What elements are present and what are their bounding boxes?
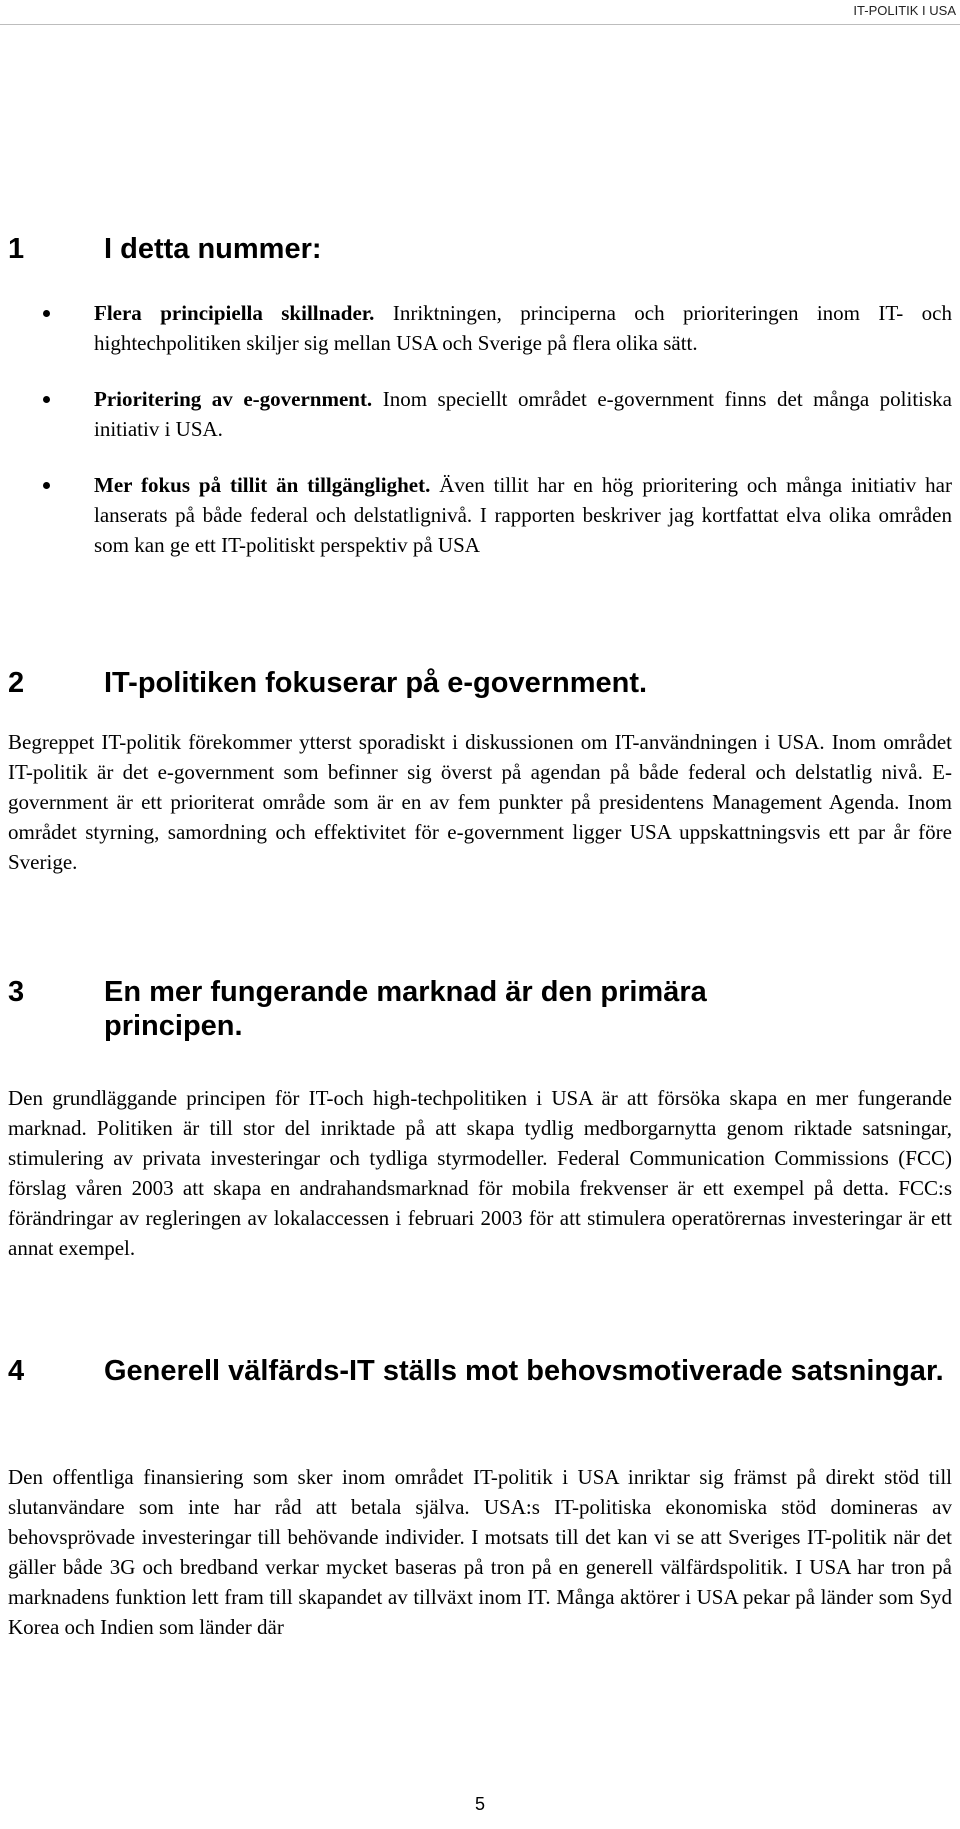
section-2-number: 2 [8,667,25,699]
section-4-heading [8,1354,948,1388]
bullet-text: Inriktningen, principerna och prioriteringen inom IT- och hightechpolitiken skiljer sig mellan USA och Sverige på flera olika sätt. [94,301,952,355]
running-header [0,0,960,25]
section-4-body: Den offentliga finansiering som sker inom området IT-politik i USA inriktar sig främst på direkt stöd till slutanvändare som inte har råd att betala själva. USA:s IT-politiska ekonomiska stöd domineras av behovsprövade investeringar till behövande individer. I motsats till det kan vi se att Sveriges IT-politik när det gäller både 3G och bredband verkar mycket baseras på tron på en generell välfärdspolitik. I USA har tron på marknadens funktion lett fram till skapandet av tillväxt inom IT. Många aktörer i USA pekar på länder som Syd Korea och Indien som länder där [8,1465,952,1639]
bullet-item [40,470,952,560]
bullet-icon [43,396,50,403]
section-1-number: 1 [8,233,25,265]
section-3-title: En mer fungerande marknad är den primära principen. [104,976,707,1042]
section-4-number: 4 [8,1355,25,1387]
section-2-body: Begreppet IT-politik förekommer ytterst sporadiskt i diskussionen om IT-användningen i USA. Inom området IT-politik är det e-government som befinner sig överst på agendan på både federal och delstatlig nivå. E-government är ett prioriterat område som är en av fem punkter på presidentens Management Agenda. Inom området styrning, samordning och effektivitet för e-government ligger USA uppskattningsvis ett par år före Sverige. [8,730,952,874]
section-4-title: Generell välfärds-IT ställs mot behovsmotiverade satsningar. [104,1355,944,1387]
bullet-item [40,298,952,358]
section-1-title: I detta nummer: [104,233,322,265]
section-3-number: 3 [8,976,25,1008]
bullet-text: Inom speciellt området e-government finns det många politiska initiativ i USA. [94,387,952,441]
bullet-lead: Prioritering av e-government. [94,387,373,411]
section-2-heading [8,666,948,700]
page-number: 5 [474,1794,485,1814]
bullet-lead: Flera principiella skillnader. [94,301,375,325]
section-1-heading [8,232,948,266]
issue-bullet-list [40,298,952,560]
bullet-text: Även tillit har en hög prioritering och många initiativ har lanserats på både federal och delstatlignivå. I rapporten beskriver jag kortfattat elva olika områden som kan ge ett IT-politiskt perspektiv på USA [94,473,952,557]
bullet-item [40,384,952,444]
section-3-heading [8,975,828,1043]
bullet-icon [43,482,50,489]
section-2-title: IT-politiken fokuserar på e-government. [104,667,648,699]
running-header-title: IT-POLITIK I USA [853,3,956,18]
section-3-body: Den grundläggande principen för IT-och high-techpolitiken i USA är att försöka skapa en mer fungerande marknad. Politiken är till stor del inriktade på att skapa tydlig medborgarnytta genom riktade satsningar, stimulering av privata investeringar och tydliga styrmodeller. Federal Communication Commissions (FCC) förslag våren 2003 att skapa en andrahandsmarknad för mobila frekvenser är ett exempel på detta. FCC:s förändringar av regleringen av lokalaccessen i februari 2003 för att stimulera operatörernas investeringar är ett annat exempel. [8,1086,952,1260]
bullet-icon [43,310,50,317]
bullet-lead: Mer fokus på tillit än tillgänglighet. [94,473,431,497]
